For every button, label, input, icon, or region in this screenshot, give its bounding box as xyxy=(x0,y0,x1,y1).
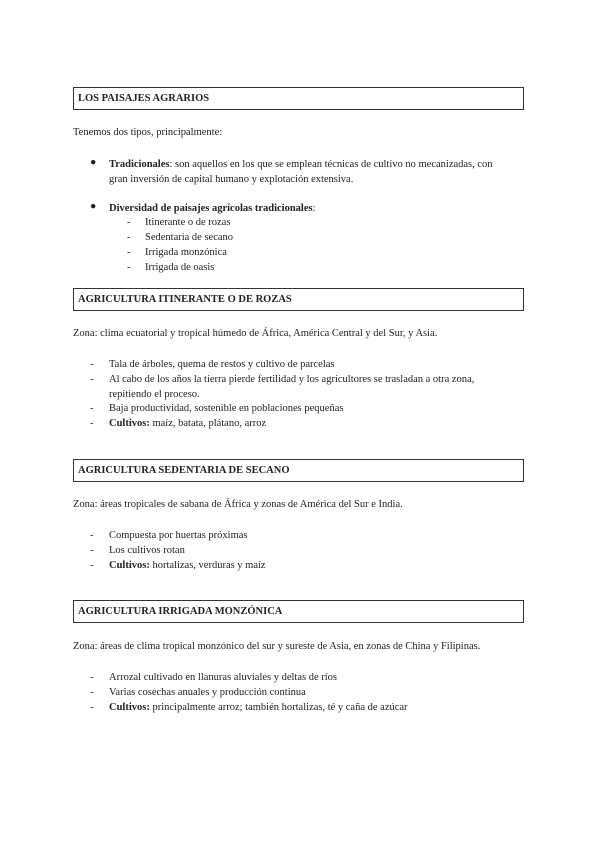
zona-itinerante: Zona: clima ecuatorial y tropical húmedo de África, América Central y del Sur, y Asia. xyxy=(73,328,438,339)
section-heading-itinerante: AGRICULTURA ITINERANTE O DE ROZAS xyxy=(73,288,524,311)
section-heading-monzonica: AGRICULTURA IRRIGADA MONZÓNICA xyxy=(73,600,524,623)
definition-tradicionales: : son aquellos en los que se emplean técnicas de cultivo no mecanizadas, con xyxy=(169,159,493,170)
bullet-icon: ● xyxy=(90,157,97,168)
intro-text: Tenemos dos tipos, principalmente: xyxy=(73,127,223,138)
zona-monzonica: Zona: áreas de clima tropical monzónico del sur y sureste de Asia, en zonas de China y Filipinas. xyxy=(73,641,481,652)
term-diversidad: Diversidad de paisajes agrícolas tradicionales xyxy=(109,203,313,214)
section-heading-paisajes: LOS PAISAJES AGRARIOS xyxy=(73,87,524,110)
section-heading-secano: AGRICULTURA SEDENTARIA DE SECANO xyxy=(73,459,524,482)
bullet-icon: ● xyxy=(90,201,97,212)
definition-tradicionales-cont: gran inversión de capital humano y explotación extensiva. xyxy=(109,174,354,185)
term-tradicionales: Tradicionales xyxy=(109,159,170,170)
zona-secano: Zona: áreas tropicales de sabana de África y zonas de América del Sur e India. xyxy=(73,499,403,510)
